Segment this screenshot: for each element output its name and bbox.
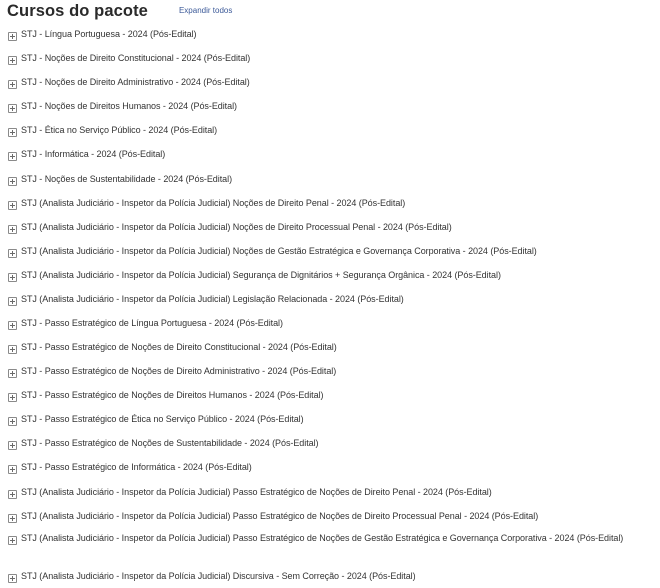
course-title: STJ (Analista Judiciário - Inspetor da Polícia Judicial) Passo Estratégico de Noções de Gestão Estratégica e Governança Corporativa - 2024 (Pós-Edital): [21, 533, 624, 543]
expand-plus-icon[interactable]: [8, 56, 17, 65]
course-title: STJ - Noções de Direito Constitucional - 2024 (Pós-Edital): [21, 53, 251, 63]
expand-plus-icon[interactable]: [8, 104, 17, 113]
course-title: STJ - Passo Estratégico de Ética no Serviço Público - 2024 (Pós-Edital): [21, 414, 304, 424]
course-title: STJ - Língua Portuguesa - 2024 (Pós-Edital): [21, 29, 197, 39]
expand-plus-icon[interactable]: [8, 128, 17, 137]
course-item[interactable]: [0, 30, 660, 41]
course-title: STJ (Analista Judiciário - Inspetor da Polícia Judicial) Noções de Direito Processual Penal - 2024 (Pós-Edital): [21, 222, 452, 232]
course-item[interactable]: [0, 126, 660, 137]
course-title: STJ - Passo Estratégico de Noções de Direito Administrativo - 2024 (Pós-Edital): [21, 366, 337, 376]
course-title: STJ (Analista Judiciário - Inspetor da Polícia Judicial) Passo Estratégico de Noções de Direito Processual Penal - 2024 (Pós-Edital): [21, 511, 539, 521]
course-item[interactable]: [0, 463, 660, 474]
course-item[interactable]: [0, 534, 660, 545]
page-title: Cursos do pacote: [7, 2, 148, 20]
expand-plus-icon[interactable]: [8, 574, 17, 583]
course-item[interactable]: [0, 488, 660, 499]
course-title: STJ (Analista Judiciário - Inspetor da Polícia Judicial) Legislação Relacionada - 2024 (Pós-Edital): [21, 294, 404, 304]
course-item[interactable]: [0, 102, 660, 113]
course-item[interactable]: [0, 572, 660, 583]
course-title: STJ - Noções de Direito Administrativo - 2024 (Pós-Edital): [21, 77, 250, 87]
course-title: STJ - Passo Estratégico de Informática - 2024 (Pós-Edital): [21, 462, 252, 472]
expand-plus-icon[interactable]: [8, 514, 17, 523]
course-list-header: [7, 2, 232, 24]
course-item[interactable]: [0, 343, 660, 354]
expand-plus-icon[interactable]: [8, 249, 17, 258]
course-title: STJ - Passo Estratégico de Noções de Direitos Humanos - 2024 (Pós-Edital): [21, 390, 324, 400]
expand-plus-icon[interactable]: [8, 201, 17, 210]
course-item[interactable]: [0, 247, 660, 258]
expand-plus-icon[interactable]: [8, 297, 17, 306]
course-title: STJ (Analista Judiciário - Inspetor da Polícia Judicial) Discursiva - Sem Correção - 2024 (Pós-Edital): [21, 571, 416, 581]
course-title: STJ (Analista Judiciário - Inspetor da Polícia Judicial) Noções de Direito Penal - 2024 (Pós-Edital): [21, 198, 406, 208]
course-title: STJ - Ética no Serviço Público - 2024 (Pós-Edital): [21, 125, 218, 135]
expand-plus-icon[interactable]: [8, 273, 17, 282]
expand-plus-icon[interactable]: [8, 441, 17, 450]
course-item[interactable]: [0, 223, 660, 234]
course-item[interactable]: [0, 391, 660, 402]
course-item[interactable]: [0, 175, 660, 186]
course-title: STJ (Analista Judiciário - Inspetor da Polícia Judicial) Passo Estratégico de Noções de Direito Penal - 2024 (Pós-Edital): [21, 487, 492, 497]
expand-plus-icon[interactable]: [8, 369, 17, 378]
course-item[interactable]: [0, 199, 660, 210]
course-item[interactable]: [0, 150, 660, 161]
course-title: STJ - Noções de Direitos Humanos - 2024 (Pós-Edital): [21, 101, 237, 111]
course-item[interactable]: [0, 512, 660, 523]
course-title: STJ - Passo Estratégico de Língua Portuguesa - 2024 (Pós-Edital): [21, 318, 283, 328]
expand-plus-icon[interactable]: [8, 345, 17, 354]
expand-plus-icon[interactable]: [8, 393, 17, 402]
expand-all-link[interactable]: Expandir todos: [178, 6, 233, 15]
expand-plus-icon[interactable]: [8, 80, 17, 89]
expand-plus-icon[interactable]: [8, 177, 17, 186]
course-title: STJ (Analista Judiciário - Inspetor da Polícia Judicial) Noções de Gestão Estratégica e Governança Corporativa - 2024 (Pós-Edital): [21, 246, 537, 256]
expand-plus-icon[interactable]: [8, 490, 17, 499]
course-title: STJ - Passo Estratégico de Noções de Direito Constitucional - 2024 (Pós-Edital): [21, 342, 337, 352]
course-title: STJ - Noções de Sustentabilidade - 2024 (Pós-Edital): [21, 174, 233, 184]
expand-plus-icon[interactable]: [8, 32, 17, 41]
expand-plus-icon[interactable]: [8, 417, 17, 426]
course-item[interactable]: [0, 271, 660, 282]
course-item[interactable]: [0, 319, 660, 330]
course-item[interactable]: [0, 295, 660, 306]
expand-plus-icon[interactable]: [8, 225, 17, 234]
course-item[interactable]: [0, 415, 660, 426]
course-item[interactable]: [0, 367, 660, 378]
expand-plus-icon[interactable]: [8, 465, 17, 474]
expand-plus-icon[interactable]: [8, 321, 17, 330]
course-item[interactable]: [0, 54, 660, 65]
course-item[interactable]: [0, 439, 660, 450]
course-title: STJ - Informática - 2024 (Pós-Edital): [21, 149, 166, 159]
course-title: STJ - Passo Estratégico de Noções de Sustentabilidade - 2024 (Pós-Edital): [21, 438, 319, 448]
course-title: STJ (Analista Judiciário - Inspetor da Polícia Judicial) Segurança de Dignitários + Segurança Orgânica - 2024 (Pós-Edital): [21, 270, 501, 280]
expand-plus-icon[interactable]: [8, 152, 17, 161]
expand-plus-icon[interactable]: [8, 536, 17, 545]
course-item[interactable]: [0, 78, 660, 89]
